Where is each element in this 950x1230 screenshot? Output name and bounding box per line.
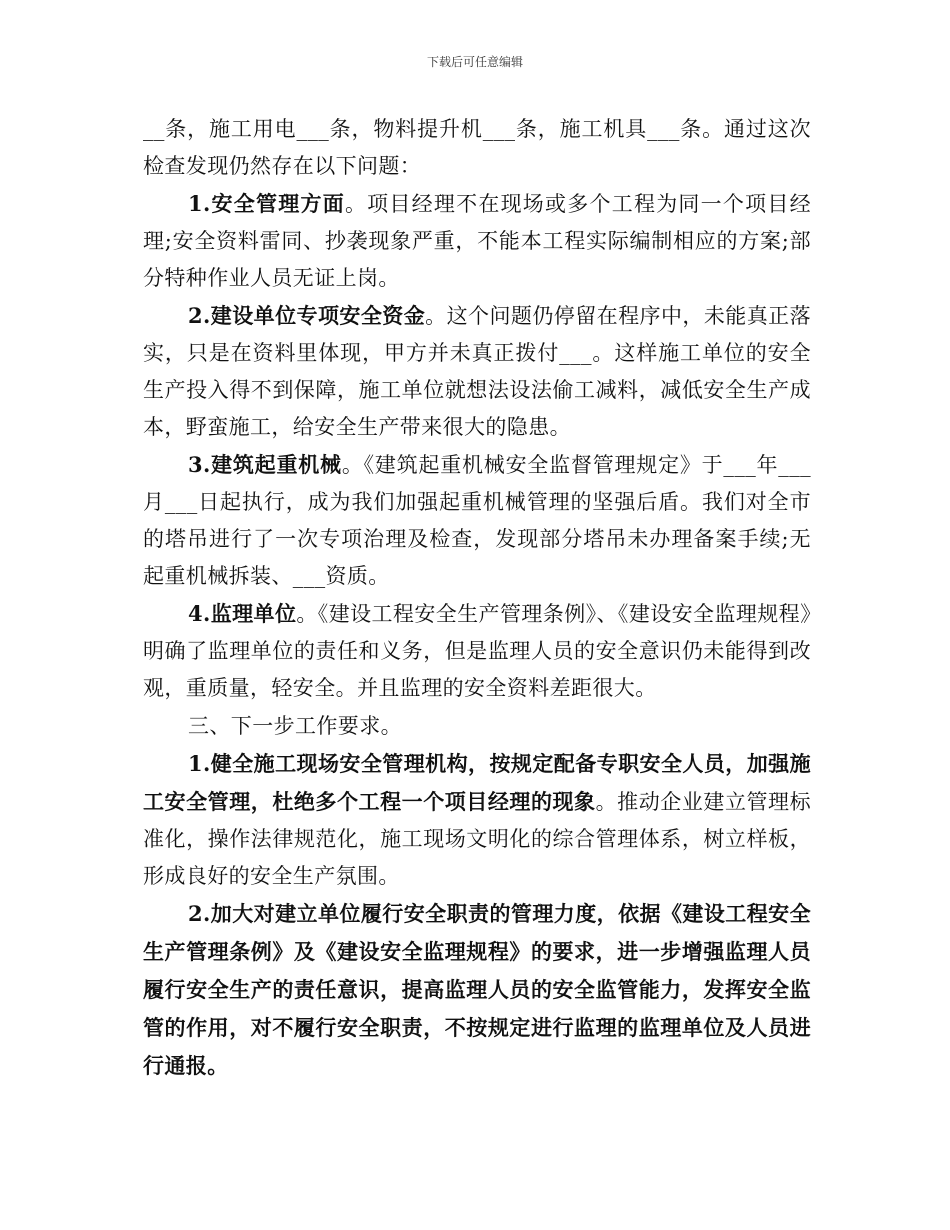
paragraph-issue-3 bbox=[143, 446, 811, 595]
paragraph-issue-1 bbox=[143, 185, 811, 297]
paragraph-lead: 2.建设单位专项安全资金 bbox=[188, 303, 426, 328]
paragraph-lead: 2.加大对建立单位履行安全职责的管理力度，依据《建设工程安全生产管理条例》及《建设安全监理规程》的要求，进一步增强监理人员履行安全生产的责任意识，提高监理人员的安全监管能力，发挥安全监管的作用，对不履行安全职责，不按规定进行监理的监理单位及人员进行通报。 bbox=[143, 901, 811, 1078]
paragraph-lead: 4.监理单位 bbox=[188, 601, 297, 626]
paragraph-text: 。《建筑起重机械安全监督管理规定》于___年___月___日起执行，成为我们加强起重机械管理的坚强后盾。我们对全市的塔吊进行了一次专项治理及检查，发现部分塔吊未办理备案手续;无起重机械拆装、___资质。 bbox=[143, 453, 811, 588]
paragraph-text: 三、下一步工作要求。 bbox=[188, 714, 402, 738]
paragraph-lead: 3.建筑起重机械 bbox=[188, 452, 342, 477]
document-body bbox=[143, 110, 811, 1085]
paragraph-text: 。这个问题仍停留在程序中，未能真正落实，只是在资料里体现，甲方并未真正拨付___。这样施工单位的安全生产投入得不到保障，施工单位就想法设法偷工减料，减低安全生产成本，野蛮施工，给安全生产带来很大的隐患。 bbox=[143, 304, 811, 439]
paragraph-lead: 1.安全管理方面 bbox=[188, 191, 345, 216]
page-header: 下载后可任意编辑 bbox=[426, 55, 523, 69]
paragraph-text: __条，施工用电___条，物料提升机___条，施工机具___条。通过这次检查发现仍然存在以下问题： bbox=[143, 117, 811, 178]
section-heading bbox=[143, 707, 811, 745]
paragraph-issue-4 bbox=[143, 595, 811, 707]
paragraph-requirement-1 bbox=[143, 745, 811, 895]
paragraph-requirement-2 bbox=[143, 895, 811, 1085]
paragraph-text: 。项目经理不在现场或多个工程为同一个项目经理;安全资料雷同、抄袭现象严重，不能本工程实际编制相应的方案;部分特种作业人员无证上岗。 bbox=[143, 192, 811, 290]
paragraph-text: 。《建设工程安全生产管理条例》、《建设安全监理规程》明确了监理单位的责任和义务，但是监理人员的安全意识仍未能得到改观，重质量，轻安全。并且监理的安全资料差距很大。 bbox=[143, 602, 811, 700]
paragraph-intro bbox=[143, 110, 811, 185]
paragraph-text: 。推动企业建立管理标准化，操作法律规范化，施工现场文明化的综合管理体系，树立样板，形成良好的安全生产氛围。 bbox=[143, 790, 812, 888]
paragraph-lead: 1.健全施工现场安全管理机构，按规定配备专职安全人员，加强施工安全管理，杜绝多个工程一个项目经理的现象 bbox=[143, 751, 811, 814]
paragraph-issue-2 bbox=[143, 297, 811, 446]
